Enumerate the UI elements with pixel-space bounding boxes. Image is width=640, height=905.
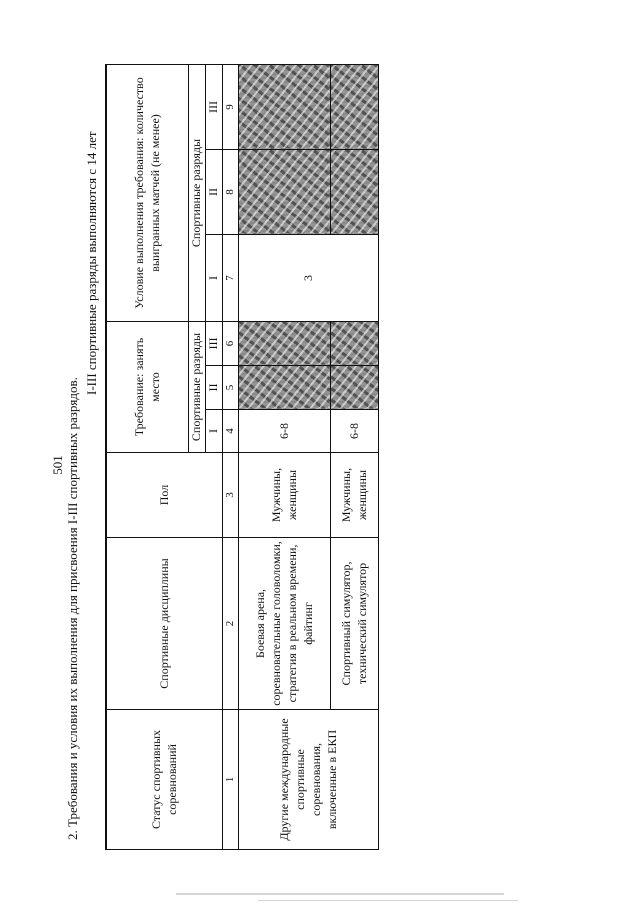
header-ranks-wins: Спортивные разряды xyxy=(188,64,205,321)
page-number: 501 xyxy=(50,455,65,475)
rank-3-wins: III xyxy=(205,64,222,149)
section-heading: 2. Требования и условия их выполнения для присвоения I-III спортивных разрядов. xyxy=(65,377,80,840)
requirements-table xyxy=(105,64,379,850)
shaded-cell xyxy=(330,64,378,149)
shaded-cell xyxy=(238,64,330,149)
column-number: 9 xyxy=(222,64,238,149)
column-number: 6 xyxy=(222,322,238,366)
shaded-cell xyxy=(330,322,378,366)
place-rank-1-cell: 6-8 xyxy=(238,410,330,453)
wins-rank-1-cell: 3 xyxy=(238,235,378,322)
shaded-cell xyxy=(330,366,378,410)
rank-2-wins: II xyxy=(205,150,222,235)
competition-status: Другие международные спортивные соревнования, включенные в ЕКП xyxy=(238,710,378,850)
rank-1-place: I xyxy=(205,410,222,453)
shaded-cell xyxy=(330,150,378,235)
column-number: 7 xyxy=(222,235,238,322)
rank-1-wins: I xyxy=(205,235,222,322)
column-number: 1 xyxy=(222,710,238,850)
gender-cell: Мужчины, женщины xyxy=(330,453,378,538)
place-rank-1-cell: 6-8 xyxy=(330,410,378,453)
header-status: Статус спортивных соревнований xyxy=(106,710,222,850)
column-number: 2 xyxy=(222,538,238,710)
discipline-cell: Боевая арена, соревновательные головоломки, стратегия в реальном времени, файтинг xyxy=(238,538,330,710)
column-number: 3 xyxy=(222,453,238,538)
header-discipline: Спортивные дисциплины xyxy=(106,538,222,710)
header-place-requirement: Требование: занять место xyxy=(106,322,188,453)
header-wins-requirement: Условие выполнения требования: количество выигранных матчей (не менее) xyxy=(106,64,188,321)
shaded-cell xyxy=(238,322,330,366)
rank-2-place: II xyxy=(205,366,222,410)
age-requirement-note: I-III спортивные разряды выполняются с 14 лет xyxy=(84,131,99,395)
shaded-cell xyxy=(238,366,330,410)
gender-cell: Мужчины, женщины xyxy=(238,453,330,538)
column-number: 4 xyxy=(222,410,238,453)
shaded-cell xyxy=(238,150,330,235)
column-number: 5 xyxy=(222,366,238,410)
discipline-cell: Спортивный симулятор, технический симулятор xyxy=(330,538,378,710)
header-gender: Пол xyxy=(106,453,222,538)
rank-3-place: III xyxy=(205,322,222,366)
column-number: 8 xyxy=(222,150,238,235)
header-ranks-place: Спортивные разряды xyxy=(188,322,205,453)
